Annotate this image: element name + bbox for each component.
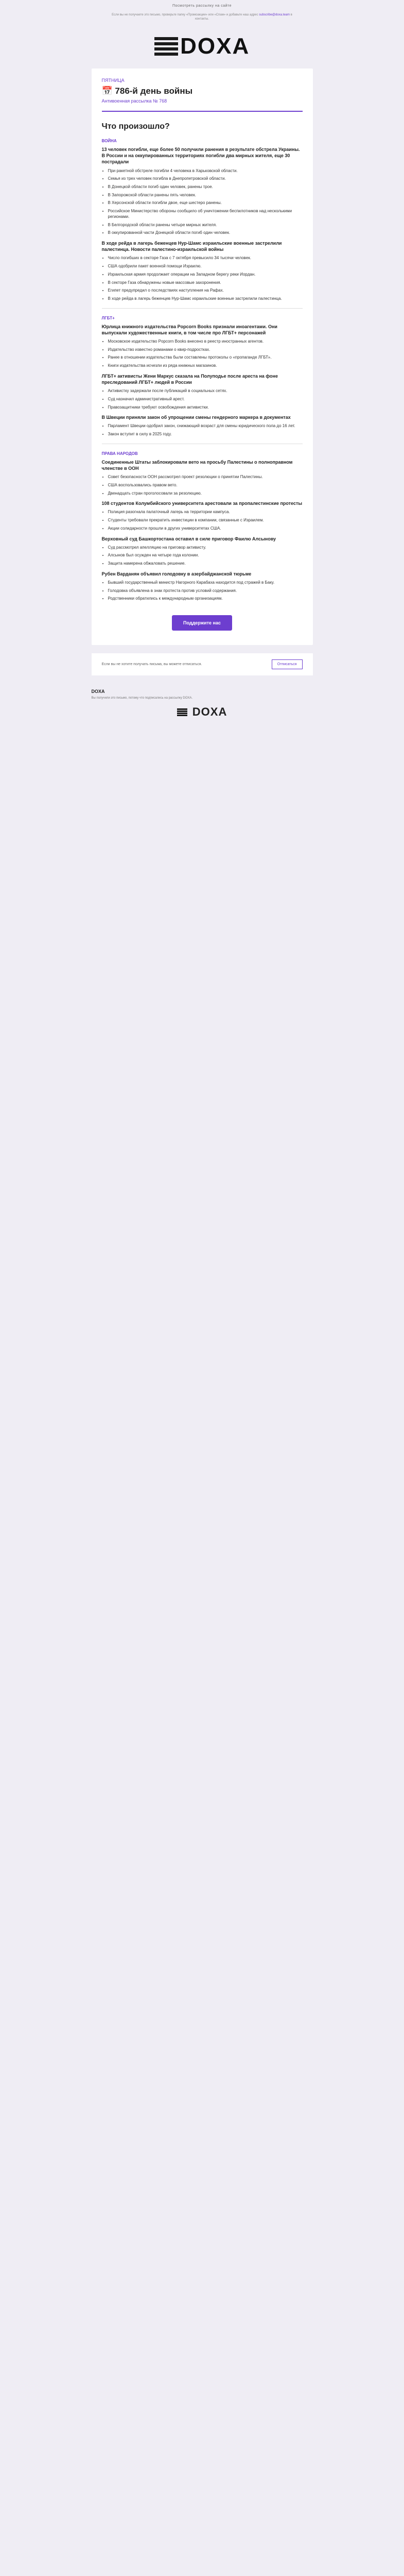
section-label: ПРАВА НАРОДОВ: [101, 451, 138, 456]
news-lead: Соединенные Штаты заблокировали вето на просьбу Палестины о полноправном членстве в ООН: [101, 459, 293, 471]
news-item: • Египет предупредил о последствиях наступления на Рафах.: [108, 288, 303, 294]
news-item: • В оккупированной части Донецкой области погиб один человек.: [108, 230, 303, 236]
view-online-link[interactable]: Посмотреть рассылку на сайте: [172, 4, 232, 8]
footer-logo-wordmark: DOXA: [192, 705, 227, 719]
news-item: • США одобрили пакет военной помощи Израилю.: [108, 264, 303, 269]
news-item: • США воспользовались правом вето.: [108, 483, 303, 488]
news-item: • В Херсонской области погибли двое, еще шестеро ранены.: [108, 200, 303, 206]
news-item: • При ракетной обстреле погибли 4 человека в Харьковской области.: [108, 168, 303, 174]
cta-wrap: [102, 615, 303, 631]
news-item: • Издательство известно романами о квир-подростках.: [108, 347, 303, 353]
footer-brand: DOXA: [91, 689, 105, 694]
issue-day: ПЯТНИЦА: [101, 78, 125, 83]
section-divider: [102, 308, 303, 309]
news-list: [102, 339, 303, 369]
news-item: • Родственники обратились к международным организациям.: [108, 596, 303, 602]
news-item: • Ранее в отношении издательства были составлены протоколы о «пропаганде ЛГБТ».: [108, 355, 303, 361]
top-note-text: [110, 13, 295, 21]
news-item: • Израильская армия продолжает операции на Западном берегу реки Иордан.: [108, 272, 303, 278]
newsletter-card: [92, 69, 313, 645]
news-lead: Рубен Варданян объявил голодовку в азербайджанской тюрьме: [101, 571, 252, 577]
news-list: [102, 545, 303, 567]
footer-address: Вы получили это письмо, потому что подписались на рассылку DOXA.: [91, 697, 193, 700]
issue-title: [102, 86, 303, 96]
header-divider: [102, 111, 303, 112]
news-list: [102, 388, 303, 410]
news-item: • Закон вступит в силу в 2025 году.: [108, 432, 303, 437]
news-item: • Двенадцать стран проголосовали за резолюцию.: [108, 491, 303, 497]
unsubscribe-button[interactable]: Отписаться: [272, 659, 303, 669]
unsubscribe-text: Если вы не хотите получать письма, вы можете отписаться.: [101, 663, 202, 667]
news-lead: Юрлица книжного издательства Popcorn Books признали иноагентами. Они выпускали художественные книги, в том числе про ЛГБТ+ персонажей: [101, 324, 277, 335]
news-sections: [102, 139, 303, 602]
news-list: [102, 510, 303, 531]
issue-subtitle: Антивоенная рассылка № 768: [101, 98, 167, 104]
news-item: • Защита намерена обжаловать решение.: [108, 561, 303, 567]
news-item: • Студенты требовали прекратить инвестиции в компании, связанные с Израилем.: [108, 518, 303, 523]
news-lead: В Швеции приняли закон об упрощении смены гендерного маркера в документах: [101, 415, 291, 420]
news-item: • Акции солидарности прошли в других университетах США.: [108, 526, 303, 532]
news-item: • Полиция разогнала палаточный лагерь на территории кампуса.: [108, 510, 303, 515]
news-item: • В Белгородской области ранены четыре мирных жителя.: [108, 223, 303, 228]
top-note-text-main: Если вы не получаете это письмо, проверьте папку «Промоакции» или «Спам» и добавьте наш адрес: [112, 13, 258, 16]
news-item: • Правозащитники требуют освобождения активистки.: [108, 405, 303, 411]
news-list: [102, 474, 303, 496]
donate-button[interactable]: Поддержите нас: [172, 615, 232, 631]
news-lead: 108 студентов Колумбийского университета арестовали за пропалестинские протесты: [101, 501, 303, 506]
news-item: • Активистку задержали после публикаций в социальных сетях.: [108, 388, 303, 394]
calendar-icon: 📅: [101, 86, 113, 96]
news-item: • Голодовка объявлена в знак протеста против условий содержания.: [108, 588, 303, 594]
logo-wordmark: DOXA: [180, 33, 250, 59]
news-lead: Верховный суд Башкортостана оставил в силе приговор Фаилю Алсынову: [101, 536, 276, 541]
logo-bars-icon: [154, 37, 178, 56]
news-item: • Число погибших в секторе Газа с 7 октября превысило 34 тысячи человек.: [108, 256, 303, 261]
news-list: [102, 256, 303, 301]
subscribe-email-link[interactable]: subscribe@doxa.team: [259, 13, 290, 16]
news-item: • Российское Министерство обороны сообщило об уничтожении беспилотников над несколькими регионами.: [108, 209, 303, 219]
news-list: [102, 423, 303, 437]
news-item: • В Донецкой области погиб один человек, ранены трое.: [108, 184, 303, 190]
footer-logo-bars-icon: [177, 708, 187, 717]
top-note-text-end: в контакты.: [195, 13, 292, 21]
news-item: • Совет безопасности ООН рассмотрел проект резолюции о принятии Палестины.: [108, 474, 303, 480]
news-item: • Бывший государственный министр Нагорного Карабаха находится под стражей в Баку.: [108, 580, 303, 586]
news-lead: В ходе рейда в лагерь беженцев Нур-Шамс израильские военные застрелили палестинца. Новости палестино-израильской войны: [101, 241, 282, 252]
news-item: • Московское издательство Popcorn Books внесено в реестр иностранных агентов.: [108, 339, 303, 345]
news-item: • Суд назначил административный арест.: [108, 397, 303, 402]
news-item: • Книги издательства исчезли из ряда книжных магазинов.: [108, 363, 303, 369]
top-note: [110, 0, 295, 26]
doxa-logo[interactable]: [0, 33, 404, 59]
footer-logo[interactable]: [92, 705, 313, 719]
news-item: • Суд рассмотрел апелляцию на приговор активисту.: [108, 545, 303, 551]
news-list: [102, 580, 303, 602]
news-list: [102, 168, 303, 236]
news-item: • Алсынов был осужден на четыре года колонии.: [108, 553, 303, 558]
news-item: • Парламент Швеции одобрил закон, снижающий возраст для смены юридического пола до 16 лет.: [108, 423, 303, 429]
news-item: • Семья из трех человек погибла в Днепропетровской области.: [108, 176, 303, 182]
issue-header: [102, 69, 303, 104]
news-lead: 13 человек погибли, еще более 50 получили ранения в результате обстрела Украины. В России и на оккупированных территориях погибли два мирных жителя, еще 30 пострадали: [101, 147, 300, 165]
news-item: • В ходе рейда в лагерь беженцев Нур-Шамс израильские военные застрелили палестинца.: [108, 296, 303, 302]
news-item: • В Запорожской области ранены пять человек.: [108, 193, 303, 198]
section-label: ВОЙНА: [101, 139, 117, 144]
unsubscribe-box: [92, 653, 313, 675]
page: [0, 0, 404, 734]
section-label: ЛГБТ+: [101, 315, 115, 320]
news-item: • В секторе Газа обнаружены новые массовые захоронения.: [108, 280, 303, 286]
news-lead: ЛГБТ+ активисты Жени Маркус сказала на Полуподье после ареста на фоне преследований ЛГБТ+ людей в России: [101, 373, 278, 385]
section-heading: Что произошло?: [101, 122, 170, 131]
footer: [92, 684, 313, 734]
issue-title-text: 786-й день войны: [115, 86, 193, 96]
